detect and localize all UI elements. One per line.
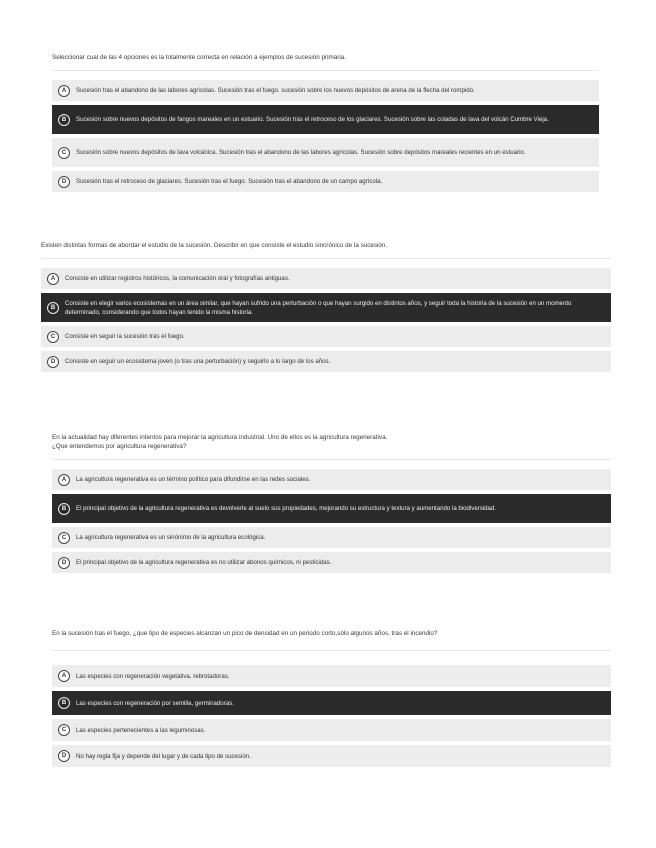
option-letter-b-icon: B [47, 302, 59, 314]
options-list [52, 469, 611, 573]
option-text: Consiste en seguir un ecosistema joven (o tras una perturbación) y seguirlo a lo largo de los años. [65, 358, 331, 365]
option-b[interactable] [52, 494, 611, 523]
option-text: Sucesión tras el abandono de las labores agrícolas. Sucesión tras el fuego. sucesión sobre los nuevos depósitos de arena de la flecha del rompido. [76, 87, 475, 94]
option-letter-d-icon: D [58, 176, 70, 188]
option-a[interactable] [52, 80, 599, 101]
option-text: Sucesión tras el retroceso de glaciares. Sucesión tras el fuego. Sucesión tras el abandono de un campo agrícola. [76, 178, 383, 185]
question-1 [52, 53, 599, 196]
option-letter-a-icon: A [58, 85, 70, 97]
option-text: La agricultura regenerativa es un sinónimo de la agricultura ecológica. [76, 534, 266, 541]
options-list [52, 80, 599, 192]
option-c[interactable] [52, 138, 599, 167]
question-text: En la sucesión tras el fuego, ¿que tipo de especies alcanzan un pico de densidad en un periodo corto,sólo algunos años, tras el incendio? [52, 629, 611, 651]
option-text: Consiste en elegir varios ecosistemas en un área similar, que hayan sufrido una perturbación o que hayan surgido en distintos años, y seguir toda la historia de la sucesión en un momento determinado, considerando que todos hayan tenido la misma historia. [65, 299, 572, 316]
option-b[interactable] [52, 105, 599, 134]
option-a[interactable] [52, 469, 611, 490]
option-letter-a-icon: A [58, 670, 70, 682]
options-list [52, 665, 611, 767]
option-letter-d-icon: D [58, 557, 70, 569]
option-text: Sucesión sobre nuevos depósitos de fangos mareales en un estuario. Sucesión tras el retroceso de los glaciares. Sucesión sobre las coladas de lava del volcán Cumbre Vieja. [76, 116, 549, 123]
option-letter-b-icon: B [58, 697, 70, 709]
option-c[interactable] [52, 527, 611, 548]
option-letter-c-icon: C [58, 532, 70, 544]
option-b[interactable] [52, 691, 611, 715]
question-4 [52, 629, 611, 771]
option-letter-a-icon: A [47, 273, 59, 285]
option-text: Sucesión sobre nuevos depósitos de lava volcánica. Sucesión tras el abandono de las labores agrícolas. Sucesión sobre depósitos mareales recientes en un estuario. [76, 149, 526, 156]
option-letter-c-icon: C [58, 724, 70, 736]
option-d[interactable] [41, 351, 611, 372]
option-text: Las especies pertenecientes a las leguminosas. [76, 726, 206, 734]
option-c[interactable] [41, 326, 611, 347]
option-letter-b-icon: B [58, 503, 70, 515]
option-d[interactable] [52, 745, 611, 767]
question-3 [52, 433, 611, 577]
option-d[interactable] [52, 552, 611, 573]
option-letter-c-icon: C [58, 147, 70, 159]
option-letter-d-icon: D [47, 356, 59, 368]
option-c[interactable] [52, 719, 611, 741]
option-a[interactable] [41, 268, 611, 289]
question-2 [41, 241, 611, 376]
option-text: Consiste en seguir la sucesión tras el fuego. [65, 333, 185, 340]
option-a[interactable] [52, 665, 611, 687]
option-text: La agricultura regenerativa es un término político para difundirse en las redes sociales. [76, 476, 311, 483]
option-text: Las especies con regeneración vegetativa, rebrotadoras. [76, 672, 230, 680]
question-text: Seleccionar cual de las 4 opciones es la totalmente correcta en relación a ejemplos de sucesión primaria. [52, 53, 599, 71]
option-text: Consiste en utilizar registros históricos, la comunicación oral y fotografías antiguas. [65, 275, 290, 282]
option-b[interactable] [41, 293, 611, 322]
option-letter-a-icon: A [58, 474, 70, 486]
option-letter-c-icon: C [47, 331, 59, 343]
question-text: Existen distintas formas de abordar el estudio de la sucesión. Describir en que consiste el estudio sincrónico de la sucesión. [41, 241, 611, 259]
options-list [41, 268, 611, 372]
option-text: No hay regla fija y depende del lugar y de cada tipo de sucesión. [76, 752, 251, 760]
option-letter-b-icon: B [58, 114, 70, 126]
option-letter-d-icon: D [58, 750, 70, 762]
option-text: El principal objetivo de la agricultura regenerativa es devolverle al suelo sus propiedades, mejorando su estructura y textura y aumentando la biodiversidad. [76, 505, 497, 512]
option-d[interactable] [52, 171, 599, 192]
question-text: En la actualidad hay diferentes intentos para mejorar la agricultura industrial. Uno de ellos es la agricultura regenerativa. ¿Que entendemos por agricultura regenerativa? [52, 433, 611, 460]
option-text: El principal objetivo de la agricultura regenerativa es no utilizar abonos químicos, ni pesticidas. [76, 559, 332, 566]
option-text: Las especies con regeneración por semilla, germinadoras. [76, 699, 234, 707]
